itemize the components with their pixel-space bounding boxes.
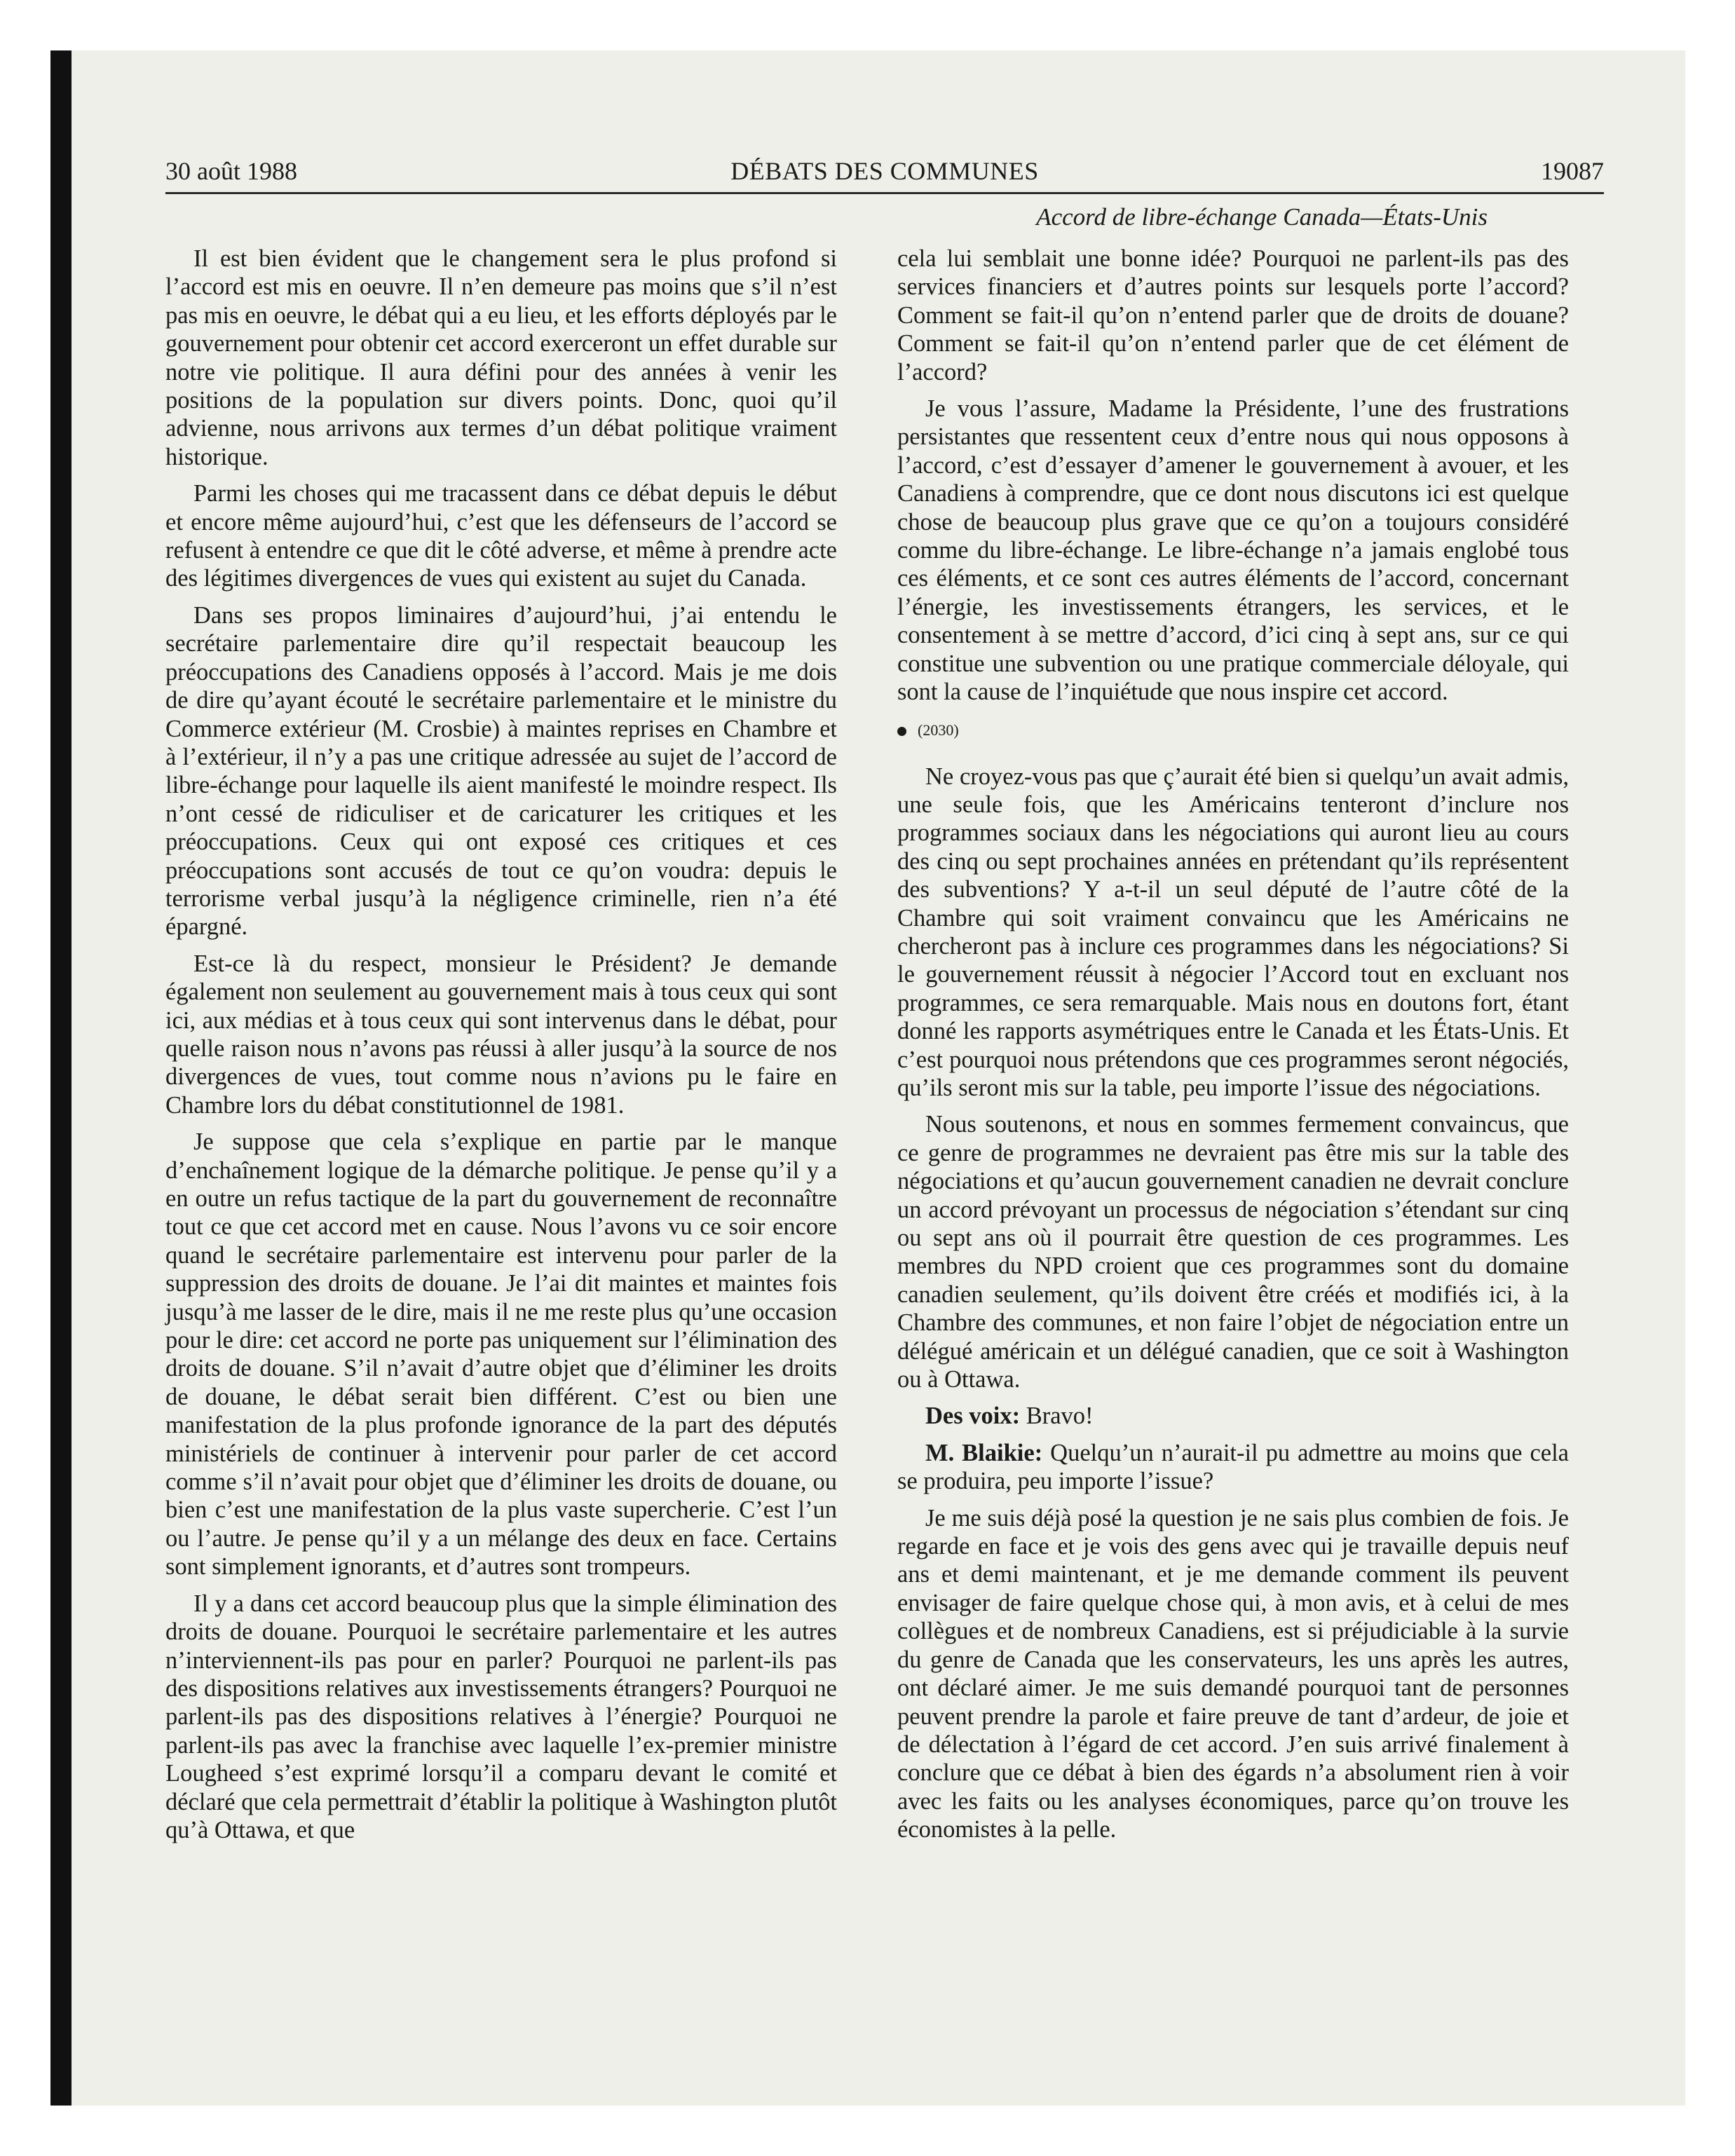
page-header [165, 153, 1604, 189]
interjection [897, 1402, 1569, 1430]
time-marker-label: (2030) [918, 721, 959, 739]
paragraph: Je suppose que cela s’explique en partie par le manque d’enchaînement logique de la démarche politique. Je pense qu’il y a en outre un refus tactique de la part du gouvernement de reconnaître tout ce que cet accord met en cause. Nous l’avons vu ce soir encore quand le secrétaire parlementaire est intervenu pour parler de la suppression des droits de douane. Je l’ai dit maintes et maintes fois jusqu’à me lasser de le dire, mais il ne me reste plus qu’une occasion pour le dire: cet accord ne porte pas uniquement sur l’élimination des droits de douane. S’il n’avait d’autre objet que d’éliminer les droits de douane, le débat serait bien différent. C’est ou bien une manifestation de la plus profonde ignorance de la part des députés ministériels de continuer à intervenir pour parler de cet accord comme s’il n’avait pour objet que d’éliminer les droits de douane, ou bien c’est une manifestation de la plus vaste supercherie. C’est l’un ou l’autre. Je pense qu’il y a un mélange des deux en face. Certains sont simplement ignorants, et d’autres sont trompeurs. [165, 1128, 837, 1581]
paragraph: Ne croyez-vous pas que ç’aurait été bien si quelqu’un avait admis, une seule fois, que les Américains tenteront d’inclure nos programmes sociaux dans les négociations qui auront lieu au cours des cinq ou sept prochaines années en prétendant qu’ils représentent des subventions? Y a-t-il un seul député de l’autre côté de la Chambre qui soit vraiment convaincu que les Américains ne chercheront pas à inclure ces programmes dans les négociations? Si le gouvernement réussit à négocier l’Accord tout en excluant nos programmes, ce sera remarquable. Mais nous en doutons fort, étant donné les rapports asymétriques entre le Canada et les États-Unis. Et c’est pourquoi nous prétendons que ces programmes seront négociés, qu’ils seront mis sur la table, peu importe l’issue des négociations. [897, 763, 1569, 1101]
page-number: 19087 [1541, 157, 1604, 185]
header-date: 30 août 1988 [165, 157, 297, 185]
hansard-page [165, 153, 1604, 1843]
paragraph: Dans ses propos liminaires d’aujourd’hui, j’ai entendu le secrétaire parlementaire dire qu’il respectait beaucoup les préoccupations des Canadiens opposés à l’accord. Mais je me dois de dire qu’ayant écouté le secrétaire parlementaire et le ministre du Commerce extérieur (M. Crosbie) à maintes reprises en Chambre et à l’extérieur, il n’y a pas une critique adressée au sujet de l’accord de libre-échange pour laquelle ils aient manifesté le moindre respect. Ils n’ont cessé de ridiculiser et de caricaturer les critiques et les préoccupations. Ceux qui ont exposé ces critiques et ces préoccupations sont accusés de tout ce qu’on voudra: depuis le terrorisme verbal jusqu’à la négligence criminelle, rien n’a été épargné. [165, 601, 837, 941]
paragraph: Il est bien évident que le changement sera le plus profond si l’accord est mis en oeuvre. Il n’en demeure pas moins que s’il n’est pas mis en oeuvre, le débat qui a eu lieu, et les efforts déployés par le gouvernement pour obtenir cet accord exerceront un effet durable sur notre vie politique. Il aura défini pour des années à venir les positions de la population sur divers points. Donc, quoi qu’il advienne, nous arrivons aux termes d’un débat politique vraiment historique. [165, 245, 837, 470]
paragraph: Je me suis déjà posé la question je ne sais plus combien de fois. Je regarde en face et je vois des gens avec qui je travaille depuis neuf ans et demi maintenant, et je me demande comment ils peuvent envisager de faire quelque chose qui, à mon avis, et à celui de mes collègues et de nombreux Canadiens, est si préjudiciable à la survie du genre de Canada que les conservateurs, les uns après les autres, ont déclaré aimer. Je me suis demandé pourquoi tant de personnes peuvent prendre la parole et faire preuve de tant d’ardeur, de joie et de délectation à l’égard de cet accord. J’en suis arrivé finalement à conclure que ce débat à bien des égards n’a absolument rien à voir avec les faits ou les analyses économiques, parce qu’on trouve les économistes à la pelle. [897, 1504, 1569, 1843]
left-column [165, 245, 837, 1853]
speech-text: Bravo! [1020, 1403, 1094, 1430]
paragraph: Il y a dans cet accord beaucoup plus que la simple élimination des droits de douane. Pourquoi le secrétaire parlementaire et les autres n’interviennent-ils pas pour en parler? Pourquoi ne parlent-ils pas des dispositions relatives aux investissements étrangers? Pourquoi ne parlent-ils pas des dispositions relatives à l’énergie? Pourquoi ne parlent-ils pas avec la franchise avec laquelle l’ex-premier ministre Lougheed s’est exprimé lorsqu’il a comparu devant le comité et déclaré que cela permettrait d’établir la politique à Washington plutôt qu’à Ottawa, et que [165, 1590, 837, 1843]
paragraph: Est-ce là du respect, monsieur le Président? Je demande également non seulement au gouvernement mais à tous ceux qui sont ici, aux médias et à tous ceux qui sont intervenus dans le débat, pour quelle raison nous n’avons pas réussi à aller jusqu’à la source de nos divergences de vues, tout comme nous n’avions pu le faire en Chambre lors du débat constitutionnel de 1981. [165, 950, 837, 1119]
publication-title: DÉBATS DES COMMUNES [730, 157, 1039, 185]
speaker-name: Des voix: [925, 1403, 1021, 1430]
paragraph: Parmi les choses qui me tracassent dans ce débat depuis le début et encore même aujourd’hui, c’est que les défenseurs de l’accord se refusent à entendre ce que dit le côté adverse, et même à prendre acte des légitimes divergences de vues qui existent au sujet du Canada. [165, 480, 837, 592]
paragraph: Nous soutenons, et nous en sommes fermement convaincus, que ce genre de programmes ne devraient pas être mis sur la table des négociations et qu’aucun gouvernement canadien ne devrait conclure un accord prévoyant un processus de négociation s’étendant sur cinq ou sept ans où il pourrait être question de ces programmes. Les membres du NPD croient que ces programmes sont du domaine canadien seulement, qu’ils doivent être créés et modifiés ici, à la Chambre des communes, et non faire l’objet de négociation entre un délégué américain et un délégué canadien, que ce soit à Washington ou à Ottawa. [897, 1111, 1569, 1393]
running-head: Accord de libre-échange Canada—États-Unis [1036, 203, 1488, 231]
speech-text: Quelqu’un n’aurait-il pu admettre au moins que cela se produira, peu importe l’issue? [897, 1439, 1569, 1495]
right-column [897, 245, 1569, 1853]
speech [897, 1439, 1569, 1496]
time-marker [897, 716, 1569, 744]
paragraph: cela lui semblait une bonne idée? Pourquoi ne parlent-ils pas des services financiers et d’autres points sur lesquels porte l’accord? Comment se fait-il qu’on n’entend parler que de droits de douane? Comment se fait-il qu’on n’entend parler que de cet élément de l’accord? [897, 245, 1569, 386]
speaker-name: M. Blaikie: [925, 1439, 1043, 1466]
paragraph: Je vous l’assure, Madame la Présidente, l’une des frustrations persistantes que ressentent ceux d’entre nous qui nous opposons à l’accord, c’est d’essayer d’amener le gouvernement à avouer, et les Canadiens à comprendre, que ce dont nous discutons ici est quelque chose de beaucoup plus grave que ce qu’on a toujours considéré comme du libre-échange. Le libre-échange n’a jamais englobé tous ces éléments, et ce sont ces autres éléments de l’accord, concernant l’énergie, les investissements étrangers, les services, et le consentement à se mettre d’accord, d’ici cinq à sept ans, sur ce qui constitue une subvention ou une pratique commerciale déloyale, qui sont la cause de l’inquiétude que nous inspire cet accord. [897, 395, 1569, 706]
header-rule [165, 192, 1604, 194]
scan-border [50, 50, 72, 2106]
bullet-icon [897, 727, 906, 736]
